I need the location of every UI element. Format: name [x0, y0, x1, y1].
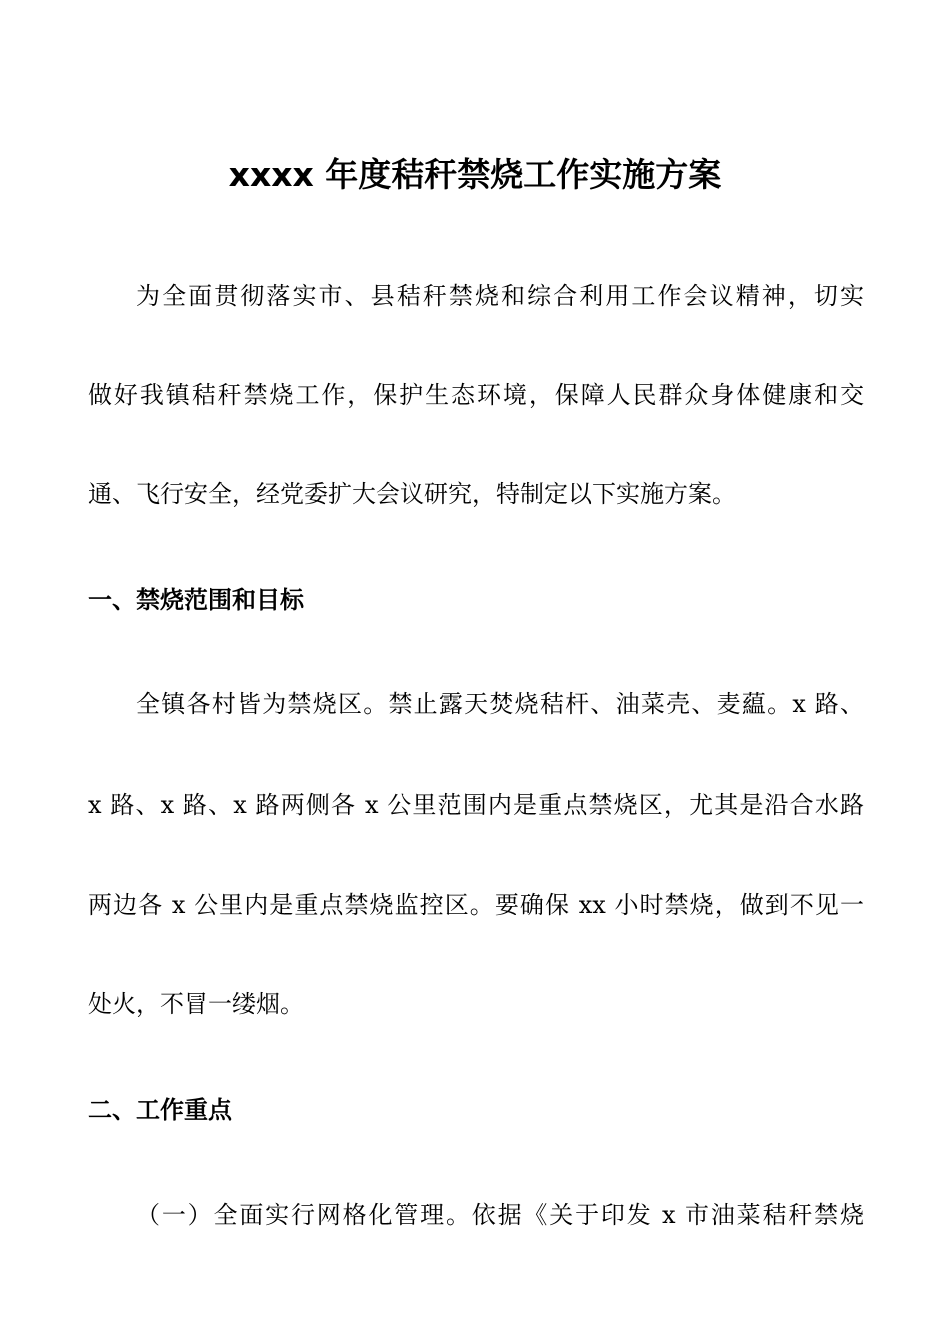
section-2-heading: 二、工作重点 [88, 1096, 232, 1124]
section-1-line-1: 全镇各村皆为禁烧区。禁止露天焚烧秸杆、油菜壳、麦藴。x 路、 [136, 690, 864, 718]
section-1-heading: 一、禁烧范围和目标 [88, 586, 304, 614]
section-1-line-3: 两边各 x 公里内是重点禁烧监控区。要确保 xx 小时禁烧，做到不见一 [88, 891, 864, 919]
intro-line-3: 通、飞行安全，经党委扩大会议研究，特制定以下实施方案。 [88, 480, 736, 508]
section-2-line-1: （一）全面实行网格化管理。依据《关于印发 x 市油菜秸秆禁烧 [136, 1201, 864, 1229]
intro-line-2: 做好我镇秸秆禁烧工作，保护生态环境，保障人民群众身体健康和交 [88, 381, 864, 409]
section-1-line-2: x 路、x 路、x 路两侧各 x 公里范围内是重点禁烧区，尤其是沿合水路 [88, 791, 864, 819]
document-title: xxxx 年度秸秆禁烧工作实施方案 [228, 155, 722, 194]
section-1-line-4: 处火，不冒一缕烟。 [88, 990, 304, 1018]
intro-line-1: 为全面贯彻落实市、县秸秆禁烧和综合利用工作会议精神，切实 [136, 282, 864, 310]
